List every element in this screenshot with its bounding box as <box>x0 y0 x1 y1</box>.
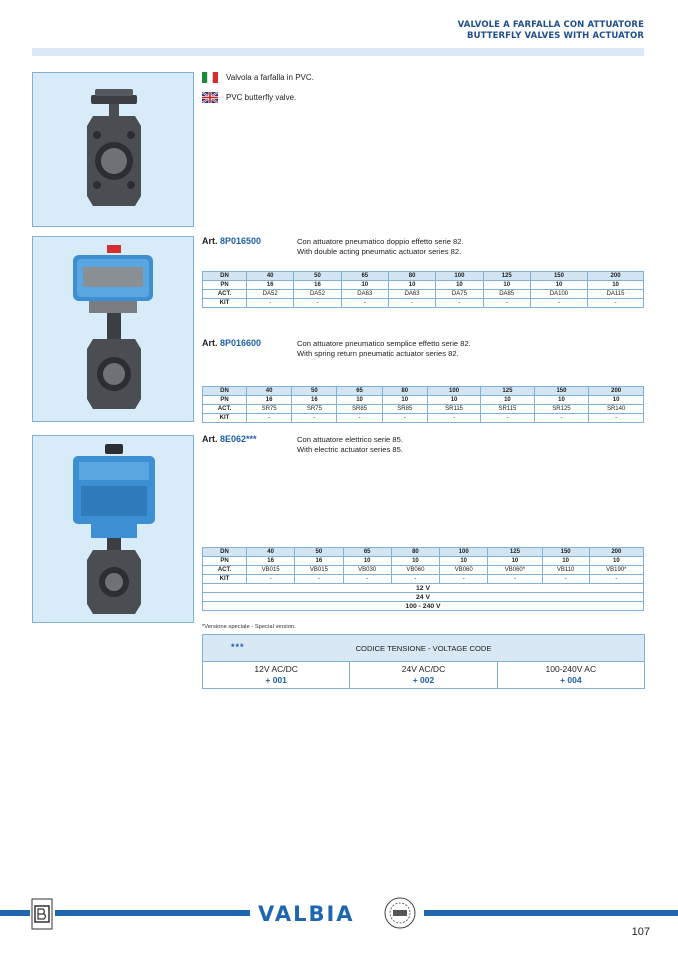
table-cell: VB060 <box>391 566 439 575</box>
table-cell: 10 <box>481 396 534 405</box>
table-cell: 150 <box>542 548 589 557</box>
article-3-description <box>297 435 403 455</box>
table-cell: 10 <box>440 557 488 566</box>
table-cell: - <box>341 299 388 308</box>
table-cell: 16 <box>292 396 337 405</box>
table-cell: 10 <box>488 557 542 566</box>
row-label: KIT <box>203 299 247 308</box>
brand-logo-graphic <box>256 900 371 926</box>
table-cell: 10 <box>341 281 388 290</box>
article-2-description <box>297 339 471 359</box>
intro-text-en: PVC butterfly valve. <box>226 93 297 102</box>
row-label: ACT. <box>203 566 247 575</box>
table-cell: - <box>388 299 435 308</box>
article-desc-it: Con attuatore elettrico serie 85. <box>297 435 403 444</box>
table-row <box>203 557 644 566</box>
table-cell: SR115 <box>427 405 480 414</box>
table-cell: 50 <box>295 548 343 557</box>
voltage-cell: 12 V <box>203 584 644 593</box>
voltage-option-code: + 001 <box>265 675 287 685</box>
table-cell: DA100 <box>530 290 587 299</box>
table-cell: 10 <box>589 557 643 566</box>
table-cell: DA63 <box>388 290 435 299</box>
table-cell: 10 <box>589 396 644 405</box>
table-row <box>203 387 644 396</box>
row-label: ACT. <box>203 290 247 299</box>
table-cell: 10 <box>382 396 427 405</box>
table-cell: DA52 <box>247 290 294 299</box>
photo-electric-actuator-valve <box>32 435 194 623</box>
voltage-code-header <box>203 635 644 662</box>
table-row <box>203 290 644 299</box>
table-cell: 10 <box>436 281 483 290</box>
table-cell: 200 <box>589 387 644 396</box>
table-cell: - <box>436 299 483 308</box>
header-title-en: BUTTERFLY VALVES WITH ACTUATOR <box>467 31 644 41</box>
table-cell: - <box>247 575 295 584</box>
table-cell: 50 <box>292 387 337 396</box>
table-cell: 10 <box>588 281 644 290</box>
table-cell: 200 <box>589 548 643 557</box>
group-logo-icon <box>31 898 53 935</box>
table-cell: - <box>483 299 530 308</box>
voltage-option-code: + 002 <box>412 675 435 685</box>
table-cell: - <box>295 575 343 584</box>
voltage-code-title: CODICE TENSIONE - VOLTAGE CODE <box>355 644 492 653</box>
row-label: KIT <box>203 414 247 423</box>
table-cell: DA115 <box>588 290 644 299</box>
table-cell: DA75 <box>436 290 483 299</box>
brand-logo-text: VALBIA <box>258 902 355 926</box>
table-cell: 100 <box>427 387 480 396</box>
table-cell: VB015 <box>295 566 343 575</box>
voltage-code-options <box>203 662 644 689</box>
table-cell: 16 <box>294 281 341 290</box>
voltage-option-voltage: 100-240V AC <box>545 664 597 674</box>
voltage-cell: 24 V <box>203 593 644 602</box>
footer-line-left <box>0 910 30 916</box>
article-2-spec-table <box>202 386 644 423</box>
table-cell: VB060* <box>488 566 542 575</box>
article-code: 8P016500 <box>220 236 262 246</box>
table-cell: DA63 <box>341 290 388 299</box>
table-cell: SR75 <box>247 405 292 414</box>
article-1-description <box>297 237 464 257</box>
table-row <box>203 548 644 557</box>
table-cell: - <box>589 575 643 584</box>
table-cell: 100 <box>440 548 488 557</box>
brand-logo <box>256 900 371 931</box>
table-cell: SR85 <box>382 405 427 414</box>
footer-line-right <box>424 910 678 916</box>
table-cell: 16 <box>247 396 292 405</box>
table-cell: 80 <box>382 387 427 396</box>
table-row <box>203 566 644 575</box>
voltage-code-stars: *** <box>231 642 245 652</box>
table-cell: - <box>589 414 644 423</box>
table-cell: - <box>247 414 292 423</box>
table-cell: 10 <box>337 396 382 405</box>
table-cell: 80 <box>391 548 439 557</box>
article-label: Art. <box>202 236 218 246</box>
table-cell: 40 <box>247 548 295 557</box>
certification-seal-icon <box>384 897 416 934</box>
article-desc-it: Con attuatore pneumatico doppio effetto serie 82. <box>297 237 464 246</box>
table-cell: 16 <box>295 557 343 566</box>
table-cell: DA52 <box>294 290 341 299</box>
table-cell: 125 <box>483 272 530 281</box>
article-1-heading <box>202 236 261 246</box>
table-cell: SR75 <box>292 405 337 414</box>
intro-it-row <box>202 72 314 83</box>
footnote: *Versione speciale - Special version. <box>202 624 296 630</box>
table-cell: 10 <box>483 281 530 290</box>
row-label: PN <box>203 281 247 290</box>
table-cell: 65 <box>343 548 391 557</box>
voltage-option-code: + 004 <box>560 675 582 685</box>
voltage-option-voltage: 12V AC/DC <box>254 664 298 674</box>
table-row <box>203 299 644 308</box>
row-label: DN <box>203 387 247 396</box>
table-cell: 40 <box>247 387 292 396</box>
intro-text-it: Valvola a farfalla in PVC. <box>226 73 314 82</box>
table-cell: - <box>588 299 644 308</box>
table-cell: 80 <box>388 272 435 281</box>
table-cell: 10 <box>542 557 589 566</box>
table-row <box>203 405 644 414</box>
table-row <box>203 272 644 281</box>
row-label: KIT <box>203 575 247 584</box>
table-cell: 125 <box>481 387 534 396</box>
article-2-heading <box>202 338 261 348</box>
article-desc-it: Con attuatore pneumatico semplice effetto serie 82. <box>297 339 471 348</box>
voltage-cell: 100 - 240 V <box>203 602 644 611</box>
article-desc-en: With double acting pneumatic actuator series 82. <box>297 247 462 256</box>
row-label: ACT. <box>203 405 247 414</box>
voltage-option <box>350 662 497 689</box>
footer-line-mid <box>55 910 250 916</box>
table-cell: - <box>292 414 337 423</box>
page-header <box>458 20 644 42</box>
table-row <box>203 414 644 423</box>
table-cell: 10 <box>388 281 435 290</box>
table-cell: 16 <box>247 557 295 566</box>
table-cell: VB110 <box>542 566 589 575</box>
photo-pneumatic-actuator-valve <box>32 236 194 422</box>
table-cell: SR115 <box>481 405 534 414</box>
header-bar <box>32 48 644 56</box>
page-number: 107 <box>631 926 650 938</box>
table-cell: 200 <box>588 272 644 281</box>
table-cell: 65 <box>341 272 388 281</box>
table-cell: SR125 <box>534 405 589 414</box>
voltage-option-voltage: 24V AC/DC <box>401 664 446 674</box>
table-cell: 10 <box>427 396 480 405</box>
table-cell: 10 <box>534 396 589 405</box>
table-cell: 125 <box>488 548 542 557</box>
article-label: Art. <box>202 338 218 348</box>
table-cell: SR85 <box>337 405 382 414</box>
uk-flag-icon <box>202 92 218 103</box>
table-cell: - <box>294 299 341 308</box>
table-cell: - <box>534 414 589 423</box>
article-3-heading <box>202 434 257 444</box>
table-cell: 40 <box>247 272 294 281</box>
voltage-row <box>203 602 644 611</box>
table-cell: 10 <box>391 557 439 566</box>
table-cell: VB015 <box>247 566 295 575</box>
voltage-option <box>203 662 350 689</box>
table-cell: - <box>382 414 427 423</box>
article-code: 8E062*** <box>220 434 257 444</box>
table-cell: VB190* <box>589 566 643 575</box>
article-label: Art. <box>202 434 218 444</box>
article-code: 8P016600 <box>220 338 262 348</box>
table-cell: DA85 <box>483 290 530 299</box>
table-cell: - <box>337 414 382 423</box>
header-title-it: VALVOLE A FARFALLA CON ATTUATORE <box>457 20 644 30</box>
table-cell: VB030 <box>343 566 391 575</box>
table-cell: - <box>542 575 589 584</box>
table-cell: - <box>481 414 534 423</box>
table-cell: - <box>488 575 542 584</box>
table-cell: - <box>530 299 587 308</box>
voltage-row <box>203 584 644 593</box>
photo-pvc-butterfly-valve <box>32 72 194 227</box>
table-cell: SR140 <box>589 405 644 414</box>
table-row <box>203 575 644 584</box>
table-cell: 50 <box>294 272 341 281</box>
row-label: PN <box>203 396 247 405</box>
table-row <box>203 281 644 290</box>
voltage-option <box>498 662 644 689</box>
voltage-code-table <box>202 634 645 689</box>
table-cell: - <box>440 575 488 584</box>
table-cell: 65 <box>337 387 382 396</box>
table-cell: 150 <box>534 387 589 396</box>
table-cell: - <box>343 575 391 584</box>
table-row <box>203 396 644 405</box>
row-label: PN <box>203 557 247 566</box>
table-cell: VB060 <box>440 566 488 575</box>
article-3-spec-table <box>202 547 644 611</box>
table-cell: - <box>391 575 439 584</box>
table-cell: 100 <box>436 272 483 281</box>
table-cell: - <box>427 414 480 423</box>
italy-flag-icon <box>202 72 218 83</box>
article-1-spec-table <box>202 271 644 308</box>
article-desc-en: With spring return pneumatic actuator series 82. <box>297 349 459 358</box>
row-label: DN <box>203 548 247 557</box>
article-desc-en: With electric actuator series 85. <box>297 445 403 454</box>
table-cell: 16 <box>247 281 294 290</box>
table-cell: - <box>247 299 294 308</box>
table-cell: 150 <box>530 272 587 281</box>
row-label: DN <box>203 272 247 281</box>
intro-en-row <box>202 92 296 103</box>
table-cell: 10 <box>530 281 587 290</box>
table-cell: 10 <box>343 557 391 566</box>
voltage-row <box>203 593 644 602</box>
